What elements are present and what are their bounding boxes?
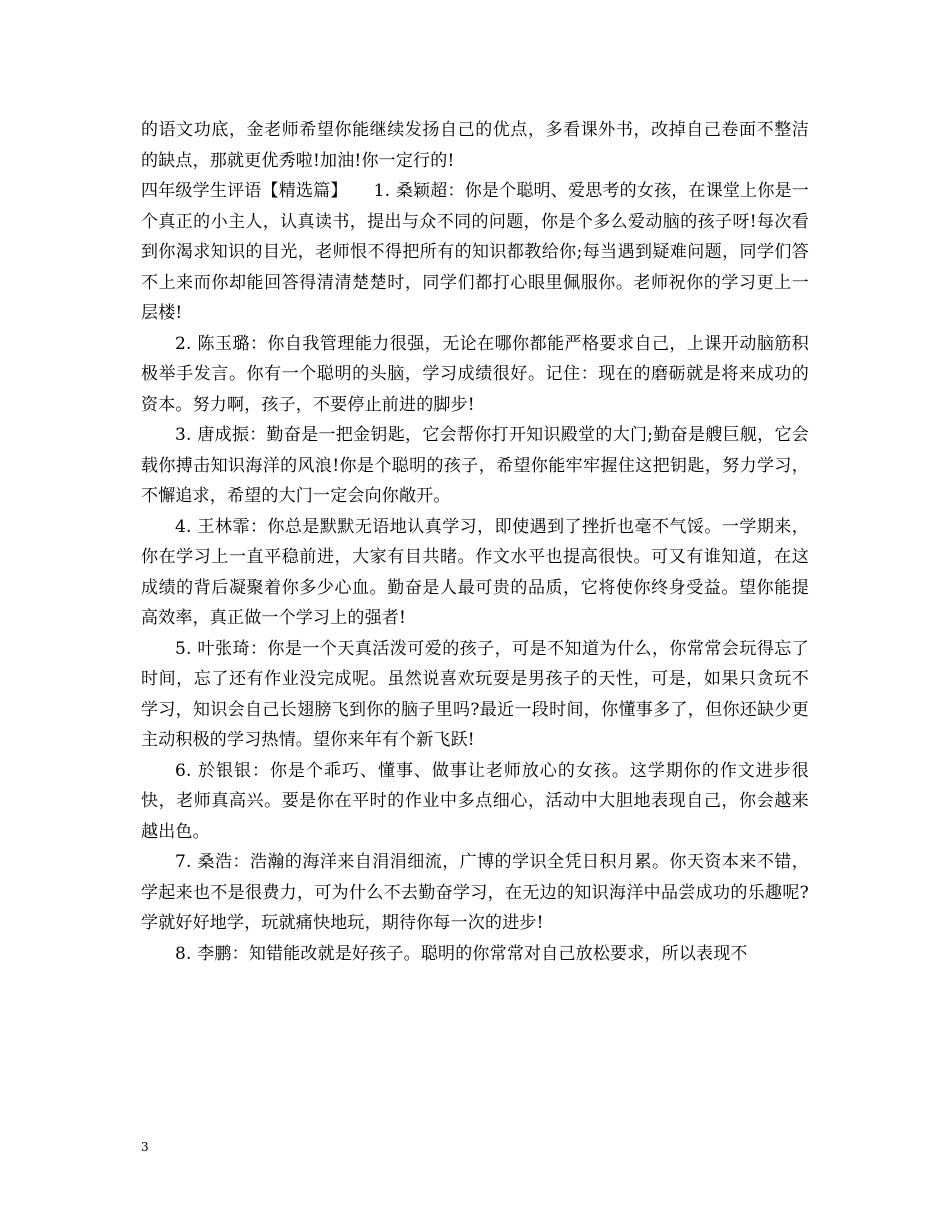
comment-item-7: 7. 桑浩：浩瀚的海洋来自涓涓细流，广博的学识全凭日积月累。你天资本来不错，学起来也不是很费力，可为什么不去勤奋学习，在无边的知识海洋中品尝成功的乐趣呢?学就好好地学，玩就痛快地玩，期待你每一次的进步! [141, 852, 809, 933]
document-body [141, 115, 809, 969]
section-paragraph [141, 176, 809, 329]
comment-item-2: 2. 陈玉璐：你自我管理能力很强，无论在哪你都能严格要求自己，上课开动脑筋积极举手发言。你有一个聪明的头脑，学习成绩很好。记住：现在的磨砺就是将来成功的资本。努力啊，孩子，不要停止前进的脚步! [141, 333, 809, 415]
section-title: 四年级学生评语【精选篇】 [141, 181, 348, 201]
comment-item-4: 4. 王林霏：你总是默默无语地认真学习，即使遇到了挫折也毫不气馁。一学期来，你在学习上一直平稳前进，大家有目共睹。作文水平也提高很快。可又有谁知道，在这成绩的背后凝聚着你多少心血。勤奋是人最可贵的品质，它将使你终身受益。望你能提高效率，真正做一个学习上的强者! [141, 516, 809, 628]
continuation-paragraph: 的语文功底，金老师希望你能继续发扬自己的优点，多看课外书，改掉自己卷面不整洁的缺点，那就更优秀啦!加油!你一定行的! [141, 120, 809, 171]
comment-item-5: 5. 叶张琦：你是一个天真活泼可爱的孩子，可是不知道为什么，你常常会玩得忘了时间，忘了还有作业没完成呢。虽然说喜欢玩耍是男孩子的天性，可是，如果只贪玩不学习，知识会自己长翅膀飞到你的脑子里吗?最近一段时间，你懂事多了，但你还缺少更主动积极的学习热情。望你来年有个新飞跃! [141, 638, 809, 750]
comment-item-1: 1. 桑颖超：你是个聪明、爱思考的女孩，在课堂上你是一个真正的小主人，认真读书，提出与众不同的问题，你是个多么爱动脑的孩子呀!每次看到你渴求知识的目光，老师恨不得把所有的知识都教给你;每当遇到疑难问题，同学们答不上来而你却能回答得清清楚楚时，同学们都打心眼里佩服你。老师祝你的学习更上一层楼! [141, 181, 809, 323]
comment-item-3: 3. 唐成振：勤奋是一把金钥匙，它会帮你打开知识殿堂的大门;勤奋是艘巨舰，它会载你搏击知识海洋的风浪!你是个聪明的孩子，希望你能牢牢握住这把钥匙，努力学习，不懈追求，希望的大门一定会向你敞开。 [141, 425, 809, 506]
comment-item-6: 6. 於银银：你是个乖巧、懂事、做事让老师放心的女孩。这学期你的作文进步很快，老师真高兴。要是你在平时的作业中多点细心，活动中大胆地表现自己，你会越来越出色。 [141, 760, 809, 842]
page-number: 3 [141, 1140, 149, 1154]
comment-item-8: 8. 李鹏：知错能改就是好孩子。聪明的你常常对自己放松要求，所以表现不 [175, 943, 748, 964]
